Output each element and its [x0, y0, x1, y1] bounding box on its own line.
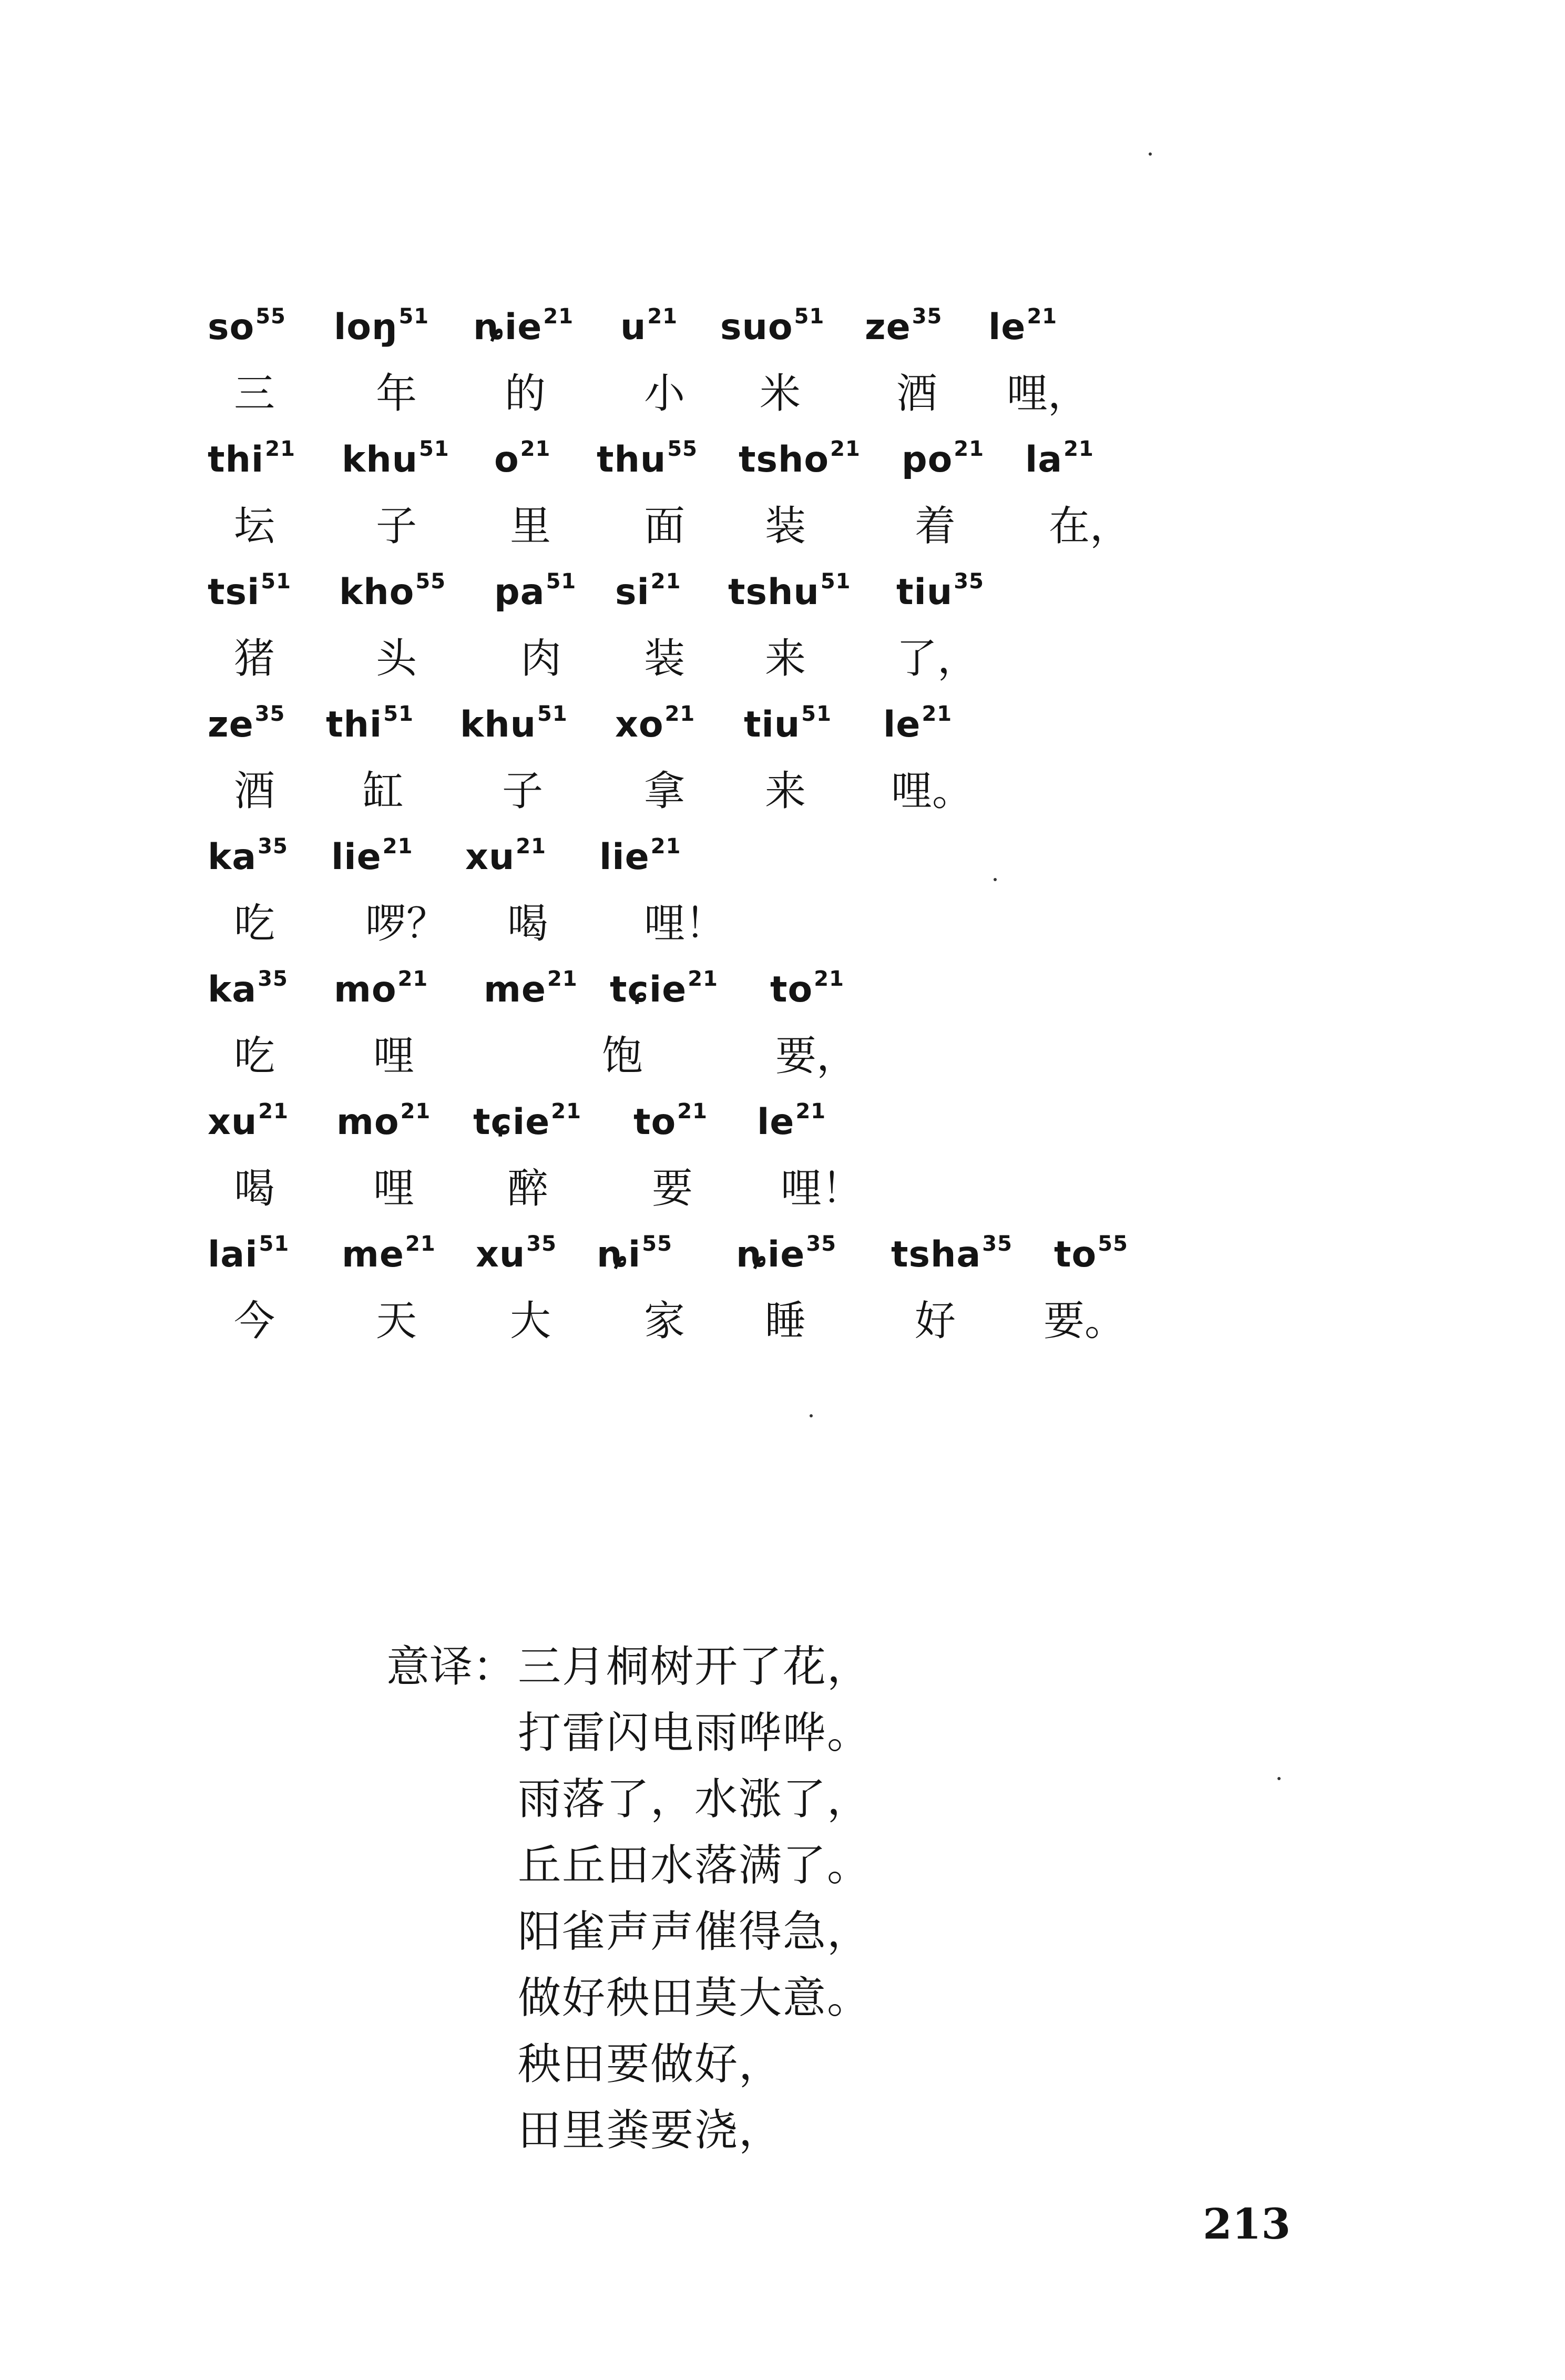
tone-number: 55: [415, 569, 446, 594]
syllable: tshu: [728, 571, 820, 613]
transcription-word: [891, 1222, 1012, 1293]
transcription-word: [342, 1222, 436, 1293]
syllable: u: [620, 307, 647, 348]
gloss-word: 饱: [602, 1033, 643, 1080]
transcription-word: [331, 824, 413, 895]
tone-number: 21: [814, 967, 844, 991]
syllable: suo: [720, 307, 793, 348]
transcription-word: [208, 294, 286, 365]
gloss-word: 子: [376, 503, 417, 550]
transcription-word: [460, 692, 568, 763]
gloss-word: 了，: [896, 635, 979, 682]
syllable: ze: [865, 307, 911, 348]
gloss-word: 哩。: [891, 768, 974, 815]
transcription-word: [633, 1089, 708, 1160]
translation-line: 丘丘田水落满了。: [518, 1841, 872, 1891]
tone-number: 51: [801, 702, 832, 726]
syllable: lie: [599, 836, 650, 878]
transcription-word: [208, 1222, 289, 1293]
syllable: le: [757, 1101, 795, 1143]
syllable: so: [208, 307, 255, 348]
gloss-word: 三: [234, 370, 275, 417]
gloss-word: 来: [765, 635, 806, 682]
gloss-word: 要，: [775, 1033, 858, 1080]
tone-number: 21: [265, 437, 295, 461]
gloss-line: [208, 361, 1259, 427]
transcription-word: [610, 957, 718, 1028]
tone-number: 35: [254, 702, 285, 726]
transcription-word: [883, 692, 952, 763]
syllable: me: [342, 1234, 404, 1275]
tone-number: 21: [516, 834, 546, 859]
tone-number: 21: [795, 1099, 826, 1123]
gloss-word: 肉: [520, 635, 562, 682]
transcription-line: [208, 294, 1259, 361]
tone-number: 21: [543, 304, 574, 329]
transcription-word: [615, 559, 681, 630]
transcription-word: [744, 692, 832, 763]
transcription-line: [208, 692, 1259, 758]
syllable: ȵie: [473, 307, 543, 348]
syllable: thu: [597, 439, 667, 481]
translation-line: 做好秧田莫大意。: [518, 1973, 872, 2023]
syllable: tiu: [896, 571, 953, 613]
tone-number: 55: [667, 437, 698, 461]
translation-label: 意译：: [386, 1642, 516, 1692]
gloss-word: 哩！: [644, 900, 727, 947]
transcription-word: [902, 427, 984, 498]
tone-number: 35: [258, 967, 288, 991]
transcription-word: [620, 294, 678, 365]
transcription-line: [208, 957, 1259, 1023]
gloss-line: [208, 1288, 1259, 1354]
syllable: pa: [494, 571, 545, 613]
transcription-word: [494, 559, 576, 630]
tone-number: 21: [520, 437, 551, 461]
gloss-line: [208, 493, 1259, 559]
gloss-word: 在，: [1049, 503, 1131, 550]
interlinear-text: [208, 294, 1259, 1354]
syllable: o: [494, 439, 519, 481]
gloss-word: 哩: [373, 1033, 415, 1080]
tone-number: 21: [650, 569, 681, 594]
gloss-word: 好: [915, 1298, 956, 1345]
transcription-word: [865, 294, 942, 365]
transcription-word: [597, 1222, 672, 1293]
tone-number: 35: [526, 1232, 557, 1256]
syllable: tsho: [739, 439, 830, 481]
syllable: thi: [326, 704, 383, 745]
tone-number: 55: [1098, 1232, 1128, 1256]
transcription-line: [208, 427, 1259, 493]
tone-number: 51: [259, 1232, 290, 1256]
gloss-word: 哩！: [781, 1165, 863, 1212]
gloss-word: 猪: [234, 635, 275, 682]
tone-number: 21: [647, 304, 678, 329]
tone-number: 51: [261, 569, 291, 594]
syllable: me: [484, 969, 546, 1010]
gloss-word: 小: [644, 370, 686, 417]
tone-number: 21: [551, 1099, 581, 1123]
syllable: to: [633, 1101, 677, 1143]
gloss-word: 哩: [373, 1165, 415, 1212]
transcription-word: [896, 559, 984, 630]
gloss-word: 吃: [234, 900, 275, 947]
transcription-word: [757, 1089, 826, 1160]
syllable: lai: [208, 1234, 258, 1275]
gloss-line: [208, 626, 1259, 692]
tone-number: 51: [820, 569, 851, 594]
tone-number: 21: [650, 834, 681, 859]
syllable: to: [1054, 1234, 1097, 1275]
transcription-word: [208, 1089, 289, 1160]
gloss-word: 头: [376, 635, 417, 682]
gloss-word: 喝: [234, 1165, 275, 1212]
syllable: le: [883, 704, 921, 745]
syllable: mo: [336, 1101, 400, 1143]
syllable: kho: [339, 571, 415, 613]
tone-number: 51: [546, 569, 577, 594]
syllable: po: [902, 439, 953, 481]
tone-number: 35: [982, 1232, 1012, 1256]
syllable: tɕie: [473, 1101, 550, 1143]
syllable: lie: [331, 836, 382, 878]
tone-number: 21: [405, 1232, 436, 1256]
tone-number: 51: [398, 304, 429, 329]
tone-number: 21: [830, 437, 861, 461]
transcription-word: [494, 427, 550, 498]
syllable: khu: [342, 439, 418, 481]
syllable: xu: [465, 836, 515, 878]
translation-line: 雨落了，水涨了，: [518, 1774, 872, 1824]
syllable: si: [615, 571, 650, 613]
transcription-word: [476, 1222, 557, 1293]
gloss-word: 面: [644, 503, 686, 550]
tone-number: 51: [537, 702, 568, 726]
transcription-word: [597, 427, 698, 498]
syllable: ze: [208, 704, 254, 745]
transcription-word: [1054, 1222, 1128, 1293]
transcription-line: [208, 1089, 1259, 1156]
gloss-word: 缸: [363, 768, 404, 815]
scan-speck: [1149, 152, 1152, 156]
transcription-word: [739, 427, 861, 498]
tone-number: 51: [383, 702, 414, 726]
gloss-word: 酒: [234, 768, 275, 815]
transcription-word: [208, 692, 285, 763]
gloss-word: 坛: [234, 503, 275, 550]
gloss-word: 来: [765, 768, 806, 815]
transcription-line: [208, 824, 1259, 891]
gloss-line: [208, 758, 1259, 824]
syllable: ka: [208, 836, 257, 878]
gloss-word: 大: [510, 1298, 551, 1345]
syllable: to: [770, 969, 813, 1010]
page-number: 213: [1203, 2199, 1291, 2249]
translation-line: 三月桐树开了花，: [518, 1642, 872, 1692]
gloss-line: [208, 1156, 1259, 1222]
gloss-line: [208, 891, 1259, 957]
transcription-word: [336, 1089, 431, 1160]
gloss-word: 米: [760, 370, 801, 417]
syllable: la: [1025, 439, 1063, 481]
tone-number: 35: [806, 1232, 837, 1256]
tone-number: 21: [922, 702, 953, 726]
gloss-line: [208, 1023, 1259, 1089]
tone-number: 21: [1063, 437, 1094, 461]
scan-speck: [994, 878, 997, 881]
gloss-word: 装: [644, 635, 686, 682]
syllable: tɕie: [610, 969, 687, 1010]
gloss-word: 的: [505, 370, 546, 417]
translation-line: 阳雀声声催得急，: [518, 1907, 872, 1957]
syllable: mo: [334, 969, 397, 1010]
gloss-word: 要。: [1044, 1298, 1126, 1345]
gloss-word: 拿: [644, 768, 686, 815]
transcription-word: [208, 824, 288, 895]
gloss-word: 醉: [507, 1165, 549, 1212]
transcription-word: [334, 294, 429, 365]
scan-speck: [1277, 1777, 1281, 1780]
tone-number: 21: [382, 834, 413, 859]
gloss-word: 今: [234, 1298, 275, 1345]
transcription-word: [988, 294, 1057, 365]
syllable: loŋ: [334, 307, 398, 348]
translation-line: 田里粪要浇，: [518, 2106, 783, 2156]
gloss-word: 装: [765, 503, 806, 550]
syllable: tiu: [744, 704, 801, 745]
tone-number: 21: [664, 702, 695, 726]
syllable: ȵi: [597, 1234, 641, 1275]
translation-line: 秧田要做好，: [518, 2039, 783, 2089]
transcription-word: [465, 824, 546, 895]
syllable: tsi: [208, 571, 260, 613]
transcription-word: [342, 427, 449, 498]
transcription-word: [208, 427, 295, 498]
scan-speck: [810, 1414, 813, 1417]
gloss-word: 啰？: [365, 900, 448, 947]
transcription-word: [208, 559, 291, 630]
gloss-word: 子: [502, 768, 544, 815]
gloss-word: 喝: [507, 900, 549, 947]
gloss-word: 年: [376, 370, 417, 417]
tone-number: 21: [954, 437, 985, 461]
transcription-word: [484, 957, 578, 1028]
translation-line: 打雷闪电雨哗哗。: [518, 1708, 872, 1758]
tone-number: 21: [258, 1099, 289, 1123]
transcription-word: [208, 957, 288, 1028]
syllable: khu: [460, 704, 537, 745]
syllable: le: [988, 307, 1026, 348]
transcription-word: [339, 559, 446, 630]
transcription-word: [473, 294, 574, 365]
tone-number: 21: [688, 967, 718, 991]
tone-number: 35: [912, 304, 943, 329]
transcription-line: [208, 1222, 1259, 1288]
tone-number: 21: [400, 1099, 431, 1123]
syllable: xo: [615, 704, 664, 745]
gloss-word: 着: [915, 503, 956, 550]
transcription-word: [1025, 427, 1094, 498]
transcription-word: [326, 692, 414, 763]
gloss-word: 里: [510, 503, 551, 550]
transcription-word: [770, 957, 844, 1028]
tone-number: 21: [547, 967, 578, 991]
gloss-word: 家: [644, 1298, 686, 1345]
transcription-word: [599, 824, 681, 895]
gloss-word: 睡: [765, 1298, 806, 1345]
tone-number: 55: [255, 304, 286, 329]
tone-number: 21: [677, 1099, 708, 1123]
syllable: ka: [208, 969, 257, 1010]
transcription-word: [736, 1222, 836, 1293]
translation-lines: [518, 1634, 871, 2164]
transcription-word: [728, 559, 851, 630]
gloss-word: 哩，: [1007, 370, 1089, 417]
syllable: thi: [208, 439, 264, 481]
syllable: xu: [476, 1234, 526, 1275]
tone-number: 35: [258, 834, 288, 859]
gloss-word: 要: [652, 1165, 693, 1212]
transcription-word: [615, 692, 695, 763]
gloss-word: 酒: [896, 370, 938, 417]
tone-number: 51: [419, 437, 449, 461]
transcription-word: [720, 294, 824, 365]
tone-number: 21: [1027, 304, 1058, 329]
syllable: xu: [208, 1101, 258, 1143]
tone-number: 35: [954, 569, 984, 594]
transcription-word: [473, 1089, 581, 1160]
syllable: ȵie: [736, 1234, 805, 1275]
tone-number: 55: [642, 1232, 672, 1256]
gloss-word: 天: [376, 1298, 417, 1345]
gloss-word: 吃: [234, 1033, 275, 1080]
transcription-word: [334, 957, 428, 1028]
tone-number: 51: [794, 304, 825, 329]
tone-number: 21: [397, 967, 428, 991]
syllable: tsha: [891, 1234, 981, 1275]
transcription-line: [208, 559, 1259, 626]
